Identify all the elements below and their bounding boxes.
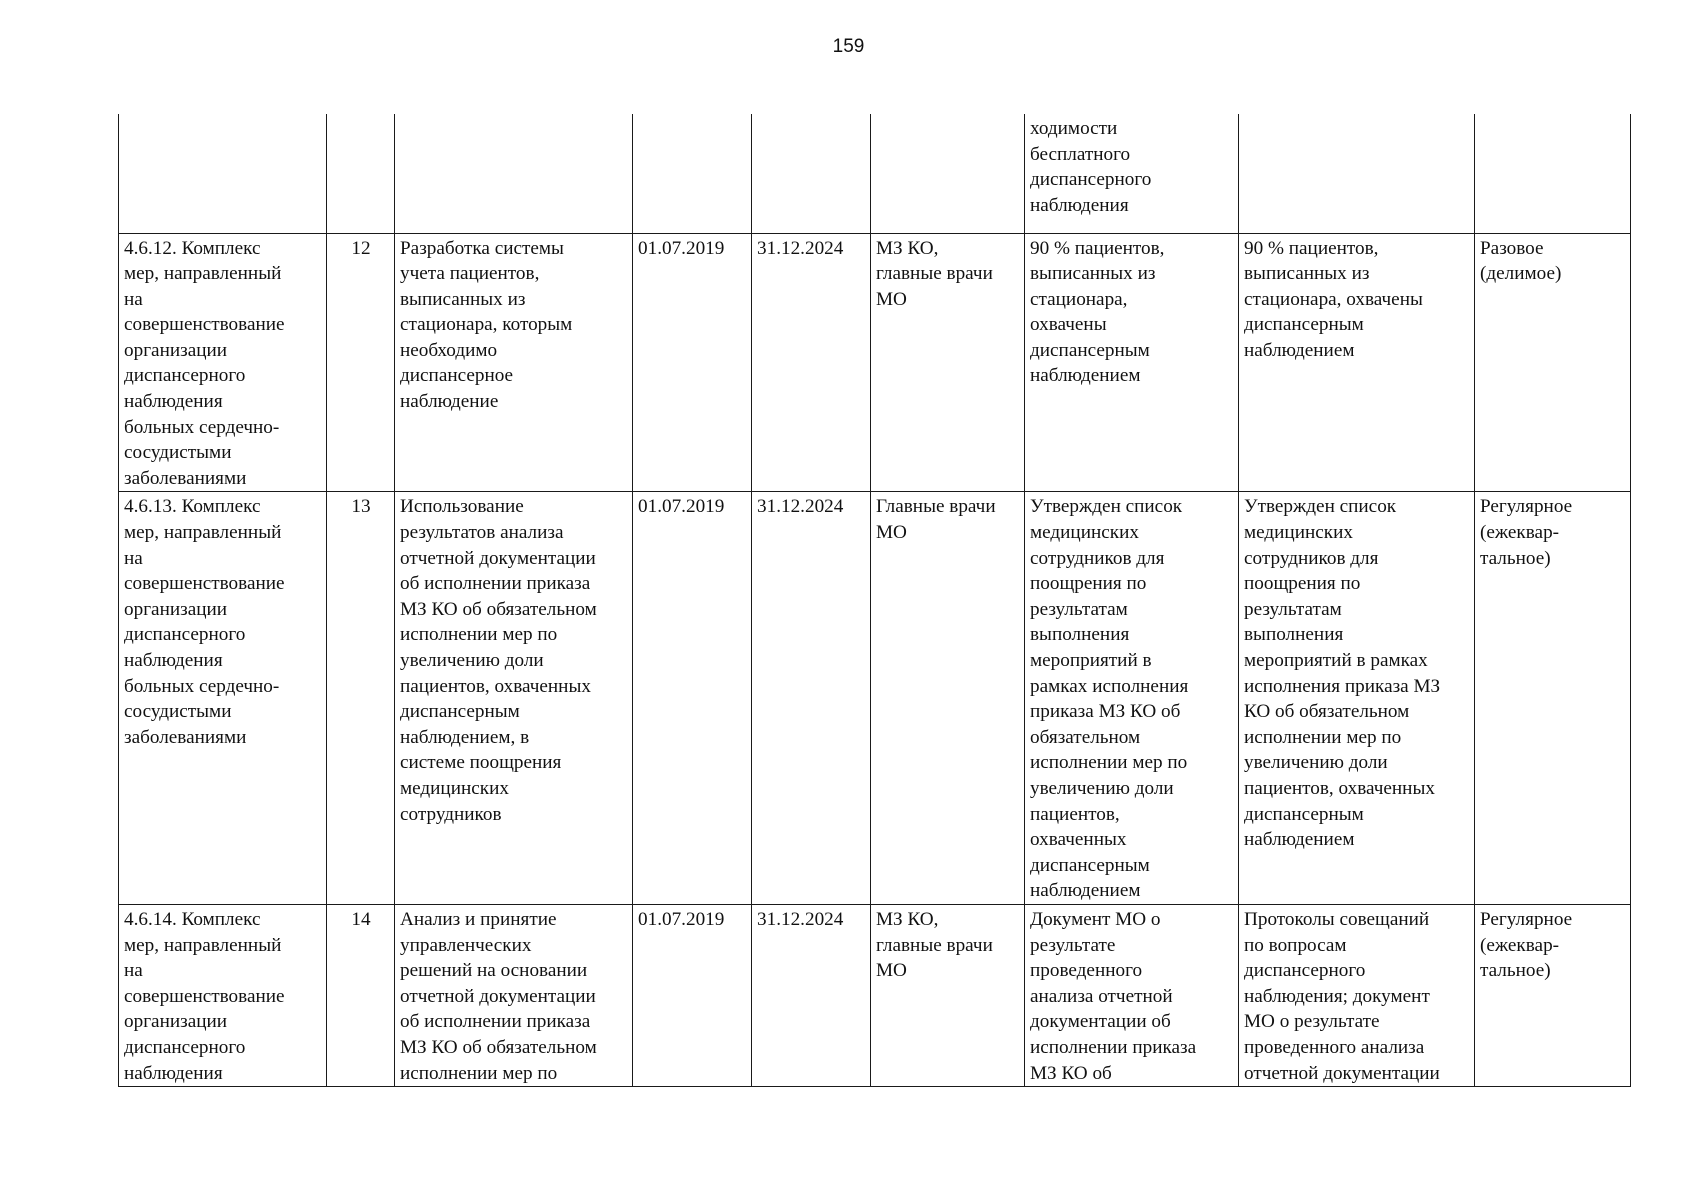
table-row	[119, 492, 1631, 905]
cell-result	[1025, 904, 1239, 1086]
text-line: Использование	[400, 496, 524, 518]
cell-measure	[395, 114, 633, 233]
cell-control-indicator	[1239, 114, 1475, 233]
table-row	[119, 233, 1631, 492]
cell-result	[1025, 233, 1239, 492]
text-line: бесплатного	[1030, 143, 1131, 165]
cell-measure	[395, 904, 633, 1086]
text-line: учета пациентов,	[400, 263, 540, 285]
cell-activity	[119, 233, 327, 492]
text-line: главные врачи	[876, 934, 993, 956]
text-line: охвачены	[1030, 314, 1107, 336]
text-line: исполнении мер по	[1244, 726, 1402, 748]
text-line: (делимое)	[1480, 263, 1562, 285]
text-line: проведенного	[1030, 960, 1143, 982]
text-line: МЗ КО об обязательном	[400, 1036, 597, 1058]
text-line: сосудистыми	[124, 701, 232, 723]
text-line: медицинских	[1030, 522, 1139, 544]
text-line: МО	[876, 522, 907, 544]
text-line: увеличению доли	[1030, 777, 1174, 799]
text-line: стационара,	[1030, 288, 1128, 310]
text-line: диспансерным	[1030, 854, 1150, 876]
text-line: наблюдения; документ	[1244, 985, 1430, 1007]
cell-result	[1025, 492, 1239, 905]
cell-end-date: 31.12.2024	[752, 233, 871, 492]
cell-number	[327, 114, 395, 233]
text-line: документации об	[1030, 1011, 1171, 1033]
text-line: Документ МО о	[1030, 908, 1161, 930]
text-line: увеличению доли	[400, 650, 544, 671]
cell-activity	[119, 114, 327, 233]
text-line: МЗ КО,	[876, 237, 939, 259]
text-line: на	[124, 547, 143, 569]
text-line: совершенствование	[124, 314, 285, 336]
text-line: сосудистыми	[124, 442, 232, 464]
text-line: 4.6.14. Комплекс	[124, 908, 261, 930]
cell-measure	[395, 233, 633, 492]
text-line: Главные врачи	[876, 496, 996, 518]
text-line: (ежеквар-	[1480, 522, 1560, 544]
text-line: поощрения по	[1244, 573, 1361, 595]
text-line: заболеваниями	[124, 467, 247, 489]
text-line: медицинских	[400, 777, 509, 799]
text-line: стационара, которым	[400, 314, 573, 336]
text-line: КО об обязательном	[1244, 701, 1410, 723]
cell-start-date: 01.07.2019	[633, 492, 752, 905]
text-line: больных сердечно-	[124, 675, 280, 697]
text-line: МЗ КО,	[876, 908, 939, 930]
page-number: 159	[832, 36, 865, 57]
text-line: результатам	[1030, 598, 1128, 620]
text-line: пациентов,	[1030, 803, 1120, 825]
text-line: отчетной документации	[400, 985, 596, 1007]
text-line: 4.6.13. Комплекс	[124, 496, 261, 518]
text-line: пациентов, охваченных	[400, 675, 591, 697]
text-line: организации	[124, 598, 228, 620]
text-line: тальное)	[1480, 547, 1551, 569]
text-line: системе поощрения	[400, 752, 562, 774]
text-line: приказа МЗ КО об	[1030, 701, 1181, 723]
text-line: наблюдением, в	[400, 726, 530, 748]
table-row	[119, 904, 1631, 1086]
text-line: диспансерным	[1244, 803, 1364, 825]
text-line: 4.6.12. Комплекс	[124, 237, 261, 259]
text-line: необходимо	[400, 339, 498, 361]
text-line: диспансерного	[1244, 960, 1366, 982]
text-line: диспансерного	[124, 1036, 246, 1058]
text-line: пациентов, охваченных	[1244, 777, 1435, 799]
cell-number: 13	[327, 492, 395, 905]
text-line: диспансерное	[400, 365, 514, 387]
text-line: мероприятий в	[1030, 650, 1152, 671]
cell-responsible	[871, 233, 1025, 492]
text-line: совершенствование	[124, 985, 285, 1007]
text-line: отчетной документации	[1244, 1062, 1440, 1084]
continuation-row	[119, 114, 1631, 233]
text-line: мер, направленный	[124, 522, 282, 544]
text-line: проведенного анализа	[1244, 1036, 1425, 1058]
text-line: сотрудников для	[1030, 547, 1165, 569]
text-line: Регулярное	[1480, 496, 1573, 518]
cell-activity	[119, 904, 327, 1086]
text-line: наблюдения	[124, 391, 223, 413]
text-line: выписанных из	[1244, 263, 1370, 285]
text-line: Анализ и принятие	[400, 908, 557, 930]
text-line: ходимости	[1030, 118, 1118, 139]
text-line: управленческих	[400, 934, 532, 956]
cell-activity	[119, 492, 327, 905]
cell-number: 14	[327, 904, 395, 1086]
text-line: совершенствование	[124, 573, 285, 595]
text-line: выписанных из	[400, 288, 526, 310]
text-line: МО	[876, 960, 907, 982]
cell-event-type	[1475, 904, 1631, 1086]
text-line: Разработка системы	[400, 237, 564, 259]
text-line: исполнении мер по	[400, 624, 558, 646]
text-line: тальное)	[1480, 960, 1551, 982]
text-line: наблюдением	[1244, 829, 1355, 851]
text-line: мер, направленный	[124, 934, 282, 956]
text-line: сотрудников для	[1244, 547, 1379, 569]
text-line: исполнения приказа МЗ	[1244, 675, 1441, 697]
text-line: наблюдением	[1244, 339, 1355, 361]
text-line: Протоколы совещаний	[1244, 908, 1430, 930]
cell-control-indicator	[1239, 233, 1475, 492]
cell-end-date: 31.12.2024	[752, 492, 871, 905]
text-line: выполнения	[1244, 624, 1344, 646]
text-line: мер, направленный	[124, 263, 282, 285]
text-line: обязательном	[1030, 726, 1141, 748]
text-line: МО	[876, 288, 907, 310]
text-line: (ежеквар-	[1480, 934, 1560, 956]
cell-start-date: 01.07.2019	[633, 904, 752, 1086]
text-line: наблюдением	[1030, 365, 1141, 387]
text-line: результатам	[1244, 598, 1342, 620]
text-line: Регулярное	[1480, 908, 1573, 930]
text-line: медицинских	[1244, 522, 1353, 544]
text-line: организации	[124, 1011, 228, 1033]
cell-responsible	[871, 904, 1025, 1086]
text-line: исполнении мер по	[1030, 752, 1188, 774]
text-line: об исполнении приказа	[400, 1011, 591, 1033]
text-line: исполнении мер по	[400, 1062, 558, 1084]
text-line: исполнении приказа	[1030, 1036, 1197, 1058]
text-line: поощрения по	[1030, 573, 1147, 595]
cell-responsible	[871, 114, 1025, 233]
text-line: стационара, охвачены	[1244, 288, 1423, 310]
text-line: МЗ КО об обязательном	[400, 598, 597, 620]
cell-responsible	[871, 492, 1025, 905]
text-line: выписанных из	[1030, 263, 1156, 285]
text-line: Утвержден список	[1030, 496, 1183, 518]
text-line: увеличению доли	[1244, 752, 1388, 774]
text-line: диспансерного	[1030, 169, 1152, 191]
cell-start-date	[633, 114, 752, 233]
text-line: наблюдение	[400, 391, 499, 413]
text-line: больных сердечно-	[124, 416, 280, 438]
cell-number: 12	[327, 233, 395, 492]
cell-control-indicator	[1239, 904, 1475, 1086]
cell-start-date: 01.07.2019	[633, 233, 752, 492]
text-line: на	[124, 960, 143, 982]
cell-control-indicator	[1239, 492, 1475, 905]
text-line: сотрудников	[400, 803, 502, 825]
cell-result	[1025, 114, 1239, 233]
text-line: наблюдения	[1030, 194, 1129, 216]
text-line: по вопросам	[1244, 934, 1347, 956]
cell-event-type	[1475, 233, 1631, 492]
text-line: результате	[1030, 934, 1116, 956]
text-line: заболеваниями	[124, 726, 247, 748]
text-line: об исполнении приказа	[400, 573, 591, 595]
text-line: МЗ КО об	[1030, 1062, 1112, 1084]
text-line: наблюдением	[1030, 880, 1141, 902]
text-line: охваченных	[1030, 829, 1127, 851]
text-line: диспансерным	[400, 701, 520, 723]
cell-end-date	[752, 114, 871, 233]
text-line: 90 % пациентов,	[1244, 237, 1379, 259]
text-line: МО о результате	[1244, 1011, 1380, 1033]
text-line: организации	[124, 339, 228, 361]
table-body	[119, 114, 1631, 1087]
text-line: выполнения	[1030, 624, 1130, 646]
text-line: на	[124, 288, 143, 310]
text-line: наблюдения	[124, 650, 223, 671]
text-line: диспансерным	[1244, 314, 1364, 336]
text-line: мероприятий в рамках	[1244, 650, 1428, 671]
text-line: отчетной документации	[400, 547, 596, 569]
text-line: наблюдения	[124, 1062, 223, 1084]
text-line: результатов анализа	[400, 522, 564, 544]
cell-measure	[395, 492, 633, 905]
text-line: главные врачи	[876, 263, 993, 285]
text-line: анализа отчетной	[1030, 985, 1173, 1007]
cell-event-type	[1475, 492, 1631, 905]
text-line: диспансерным	[1030, 339, 1150, 361]
text-line: диспансерного	[124, 365, 246, 387]
text-line: Утвержден список	[1244, 496, 1397, 518]
text-line: 90 % пациентов,	[1030, 237, 1165, 259]
text-line: решений на основании	[400, 960, 588, 982]
cell-event-type	[1475, 114, 1631, 233]
action-plan-table	[118, 114, 1631, 1087]
text-line: диспансерного	[124, 624, 246, 646]
text-line: Разовое	[1480, 237, 1544, 259]
cell-end-date: 31.12.2024	[752, 904, 871, 1086]
text-line: рамках исполнения	[1030, 675, 1189, 697]
